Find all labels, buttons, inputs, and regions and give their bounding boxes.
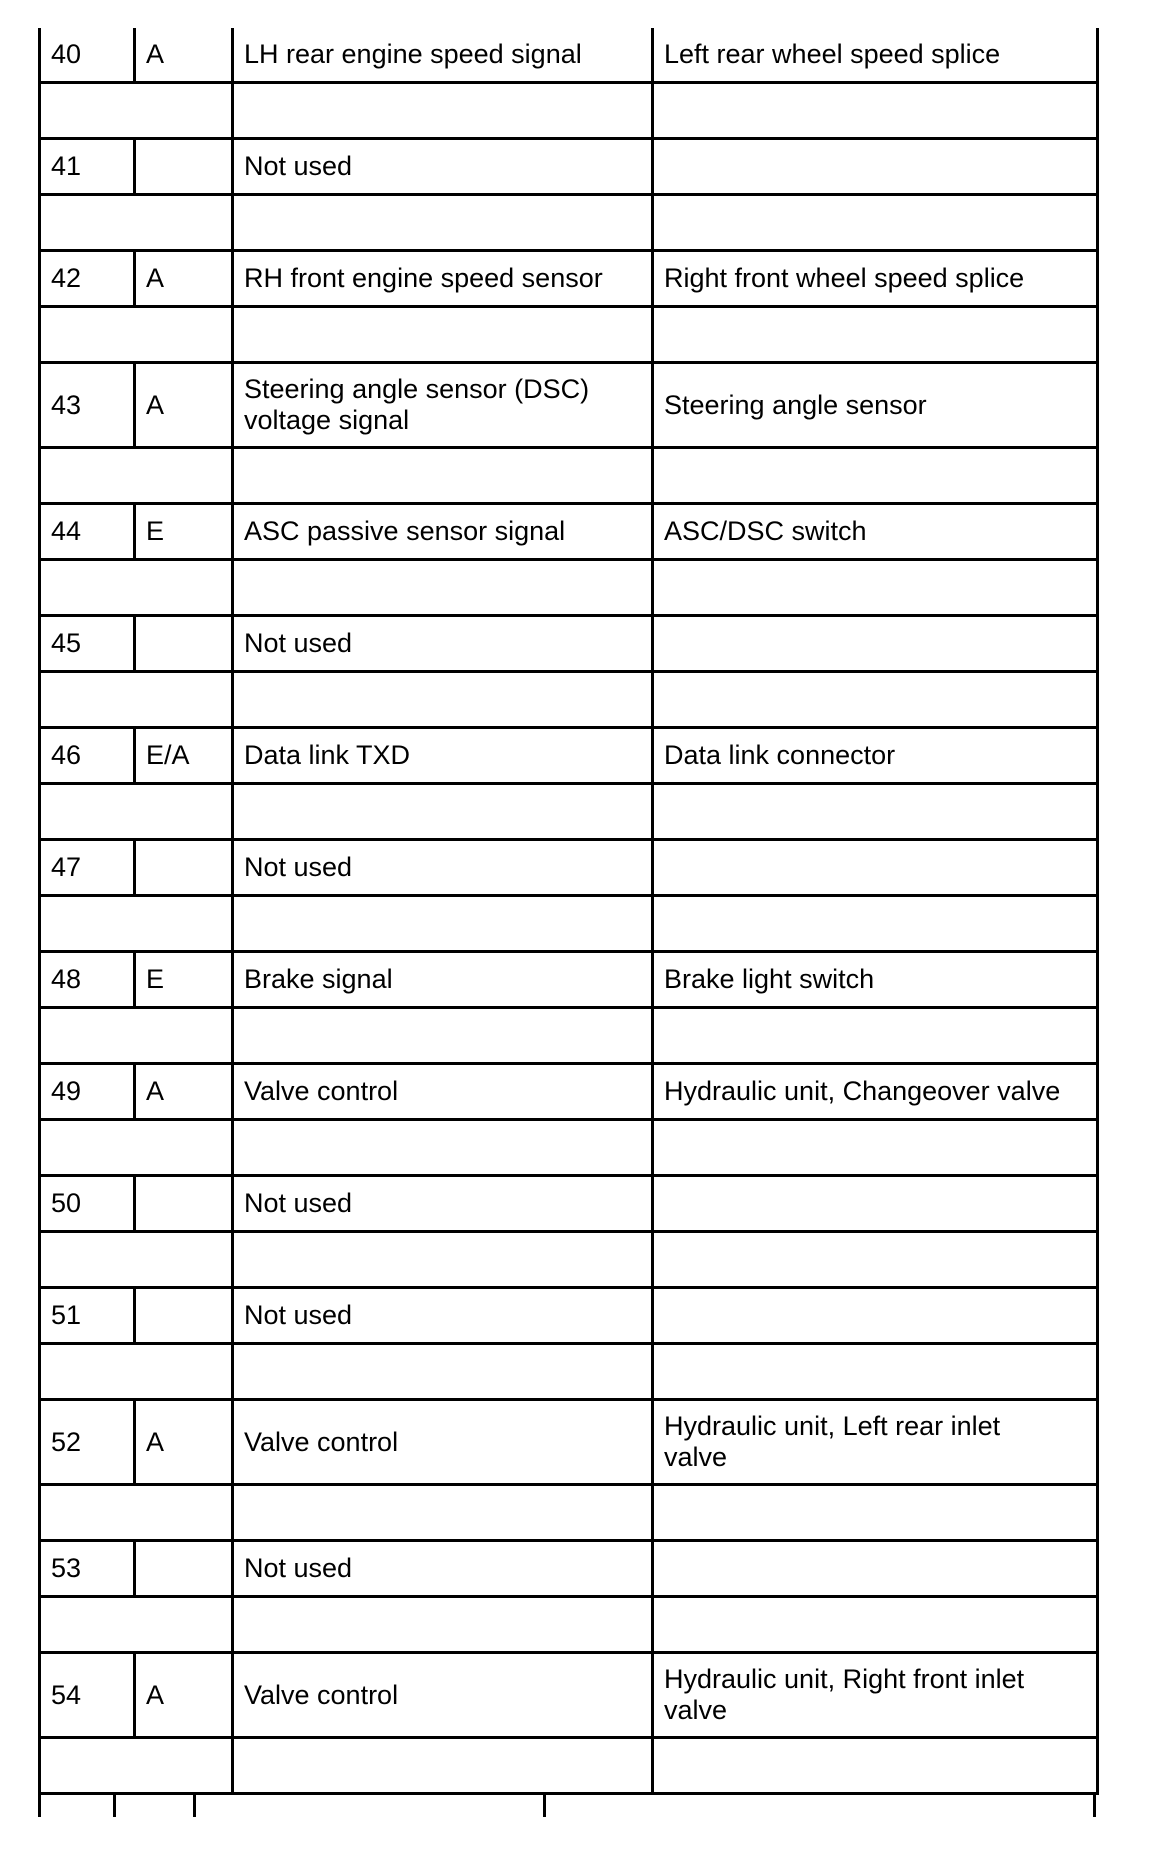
connection-target-line: Hydraulic unit, Left rear inlet	[664, 1411, 1001, 1441]
signal-type: A	[135, 1400, 233, 1485]
signal-description-line: Not used	[244, 1553, 353, 1583]
signal-type	[135, 616, 233, 672]
spacer-cell	[40, 1485, 233, 1541]
connection-target	[653, 1400, 1098, 1485]
pin-row	[40, 728, 1098, 784]
pin-number: 48	[40, 952, 135, 1008]
spacer-row	[40, 448, 1098, 504]
signal-type: A	[135, 363, 233, 448]
pin-row	[40, 1541, 1098, 1597]
pin-row	[40, 616, 1098, 672]
spacer-cell	[40, 1008, 233, 1064]
signal-description-line: RH front engine speed sensor	[244, 263, 603, 293]
pin-number: 45	[40, 616, 135, 672]
spacer-cell	[40, 1232, 233, 1288]
spacer-cell	[233, 1485, 653, 1541]
pin-number: 40	[40, 28, 135, 83]
signal-type: E	[135, 504, 233, 560]
spacer-cell	[233, 1120, 653, 1176]
signal-description	[233, 728, 653, 784]
signal-description-line: Data link TXD	[244, 740, 411, 770]
spacer-cell	[653, 1738, 1098, 1794]
spacer-row	[40, 1485, 1098, 1541]
pin-number: 47	[40, 840, 135, 896]
signal-description-line: Not used	[244, 151, 353, 181]
signal-description-line: voltage signal	[244, 405, 410, 435]
signal-description-line: Not used	[244, 852, 353, 882]
connection-target	[653, 1541, 1098, 1597]
spacer-row	[40, 560, 1098, 616]
spacer-cell	[653, 195, 1098, 251]
spacer-cell	[233, 672, 653, 728]
spacer-cell	[653, 448, 1098, 504]
pin-row	[40, 504, 1098, 560]
pin-number: 49	[40, 1064, 135, 1120]
signal-type	[135, 1541, 233, 1597]
connection-target-line: Brake light switch	[664, 964, 875, 994]
connection-target	[653, 840, 1098, 896]
signal-description	[233, 1400, 653, 1485]
signal-type: A	[135, 1653, 233, 1738]
signal-description	[233, 139, 653, 195]
spacer-cell	[40, 1344, 233, 1400]
connection-target	[653, 1653, 1098, 1738]
spacer-cell	[653, 1485, 1098, 1541]
pin-assignment-table	[38, 28, 1099, 1795]
spacer-cell	[233, 195, 653, 251]
pin-row	[40, 363, 1098, 448]
pin-row	[40, 139, 1098, 195]
connection-target	[653, 363, 1098, 448]
pin-row	[40, 251, 1098, 307]
pin-row	[40, 1288, 1098, 1344]
spacer-cell	[40, 672, 233, 728]
pin-number: 43	[40, 363, 135, 448]
spacer-cell	[40, 1738, 233, 1794]
spacer-cell	[40, 83, 233, 139]
pin-number: 54	[40, 1653, 135, 1738]
signal-type: A	[135, 251, 233, 307]
spacer-cell	[40, 784, 233, 840]
signal-description-line: ASC passive sensor signal	[244, 516, 566, 546]
spacer-row	[40, 1597, 1098, 1653]
connection-target-line: ASC/DSC switch	[664, 516, 867, 546]
spacer-cell	[653, 672, 1098, 728]
spacer-row	[40, 672, 1098, 728]
pin-number: 44	[40, 504, 135, 560]
signal-description-line: Steering angle sensor (DSC)	[244, 374, 590, 404]
connection-target	[653, 251, 1098, 307]
spacer-cell	[40, 1597, 233, 1653]
signal-description-line: Not used	[244, 1188, 353, 1218]
signal-type	[135, 139, 233, 195]
spacer-row	[40, 1008, 1098, 1064]
spacer-row	[40, 1344, 1098, 1400]
signal-description	[233, 1064, 653, 1120]
connection-target	[653, 139, 1098, 195]
signal-description	[233, 1541, 653, 1597]
spacer-cell	[233, 307, 653, 363]
connection-target	[653, 1064, 1098, 1120]
pin-number: 46	[40, 728, 135, 784]
signal-description	[233, 952, 653, 1008]
connection-target	[653, 728, 1098, 784]
pin-table-body	[40, 28, 1098, 1794]
spacer-cell	[40, 1120, 233, 1176]
signal-description	[233, 363, 653, 448]
pin-row	[40, 952, 1098, 1008]
spacer-row	[40, 195, 1098, 251]
spacer-cell	[653, 896, 1098, 952]
signal-description	[233, 504, 653, 560]
spacer-row	[40, 1232, 1098, 1288]
signal-type	[135, 1176, 233, 1232]
spacer-cell	[233, 560, 653, 616]
signal-description	[233, 1653, 653, 1738]
connection-target-line: Right front wheel speed splice	[664, 263, 1025, 293]
connection-target	[653, 504, 1098, 560]
pin-number: 41	[40, 139, 135, 195]
pin-row	[40, 1653, 1098, 1738]
pin-number: 52	[40, 1400, 135, 1485]
connection-target	[653, 28, 1098, 83]
spacer-cell	[40, 307, 233, 363]
pin-number: 50	[40, 1176, 135, 1232]
pin-number: 53	[40, 1541, 135, 1597]
connection-target	[653, 616, 1098, 672]
spacer-cell	[653, 560, 1098, 616]
signal-description	[233, 28, 653, 83]
connection-target-line: Steering angle sensor	[664, 389, 927, 420]
pin-row	[40, 1176, 1098, 1232]
spacer-cell	[233, 784, 653, 840]
spacer-cell	[653, 784, 1098, 840]
spacer-row	[40, 307, 1098, 363]
spacer-cell	[653, 1597, 1098, 1653]
spacer-cell	[233, 896, 653, 952]
spacer-cell	[40, 195, 233, 251]
spacer-cell	[653, 1232, 1098, 1288]
pin-row	[40, 840, 1098, 896]
spacer-row	[40, 1120, 1098, 1176]
connection-target	[653, 1176, 1098, 1232]
signal-type	[135, 1288, 233, 1344]
table-continuation	[38, 1795, 1096, 1817]
spacer-cell	[653, 1008, 1098, 1064]
spacer-cell	[233, 83, 653, 139]
signal-description	[233, 840, 653, 896]
signal-description-line: Not used	[244, 1300, 353, 1330]
signal-type: E	[135, 952, 233, 1008]
connection-target-line: Data link connector	[664, 740, 896, 770]
connection-target	[653, 1288, 1098, 1344]
connection-target-line: valve	[664, 1695, 728, 1725]
spacer-cell	[40, 448, 233, 504]
connection-target-line: valve	[664, 1442, 728, 1472]
connection-target	[653, 952, 1098, 1008]
signal-type: E/A	[135, 728, 233, 784]
spacer-row	[40, 1738, 1098, 1794]
spacer-cell	[233, 448, 653, 504]
connection-target-line: Hydraulic unit, Changeover valve	[664, 1076, 1061, 1106]
signal-type: A	[135, 28, 233, 83]
spacer-cell	[233, 1232, 653, 1288]
spacer-row	[40, 83, 1098, 139]
spacer-cell	[233, 1597, 653, 1653]
pin-row	[40, 1400, 1098, 1485]
signal-description	[233, 251, 653, 307]
spacer-row	[40, 784, 1098, 840]
signal-description	[233, 1288, 653, 1344]
signal-type: A	[135, 1064, 233, 1120]
spacer-cell	[653, 1344, 1098, 1400]
spacer-cell	[653, 307, 1098, 363]
spacer-cell	[233, 1344, 653, 1400]
spacer-cell	[653, 83, 1098, 139]
signal-description-line: Valve control	[244, 1679, 399, 1710]
spacer-cell	[233, 1738, 653, 1794]
signal-description-line: LH rear engine speed signal	[244, 39, 582, 69]
signal-description-line: Valve control	[244, 1426, 399, 1457]
spacer-cell	[653, 1120, 1098, 1176]
pin-number: 42	[40, 251, 135, 307]
spacer-cell	[233, 1008, 653, 1064]
signal-type	[135, 840, 233, 896]
spacer-cell	[40, 560, 233, 616]
spacer-cell	[40, 896, 233, 952]
signal-description-line: Not used	[244, 628, 353, 658]
pin-number: 51	[40, 1288, 135, 1344]
pin-assignment-document	[38, 28, 1096, 1817]
signal-description-line: Valve control	[244, 1076, 399, 1106]
pin-row	[40, 1064, 1098, 1120]
signal-description	[233, 1176, 653, 1232]
spacer-row	[40, 896, 1098, 952]
signal-description	[233, 616, 653, 672]
pin-row	[40, 28, 1098, 83]
connection-target-line: Left rear wheel speed splice	[664, 39, 1001, 69]
signal-description-line: Brake signal	[244, 964, 393, 994]
connection-target-line: Hydraulic unit, Right front inlet	[664, 1664, 1025, 1694]
